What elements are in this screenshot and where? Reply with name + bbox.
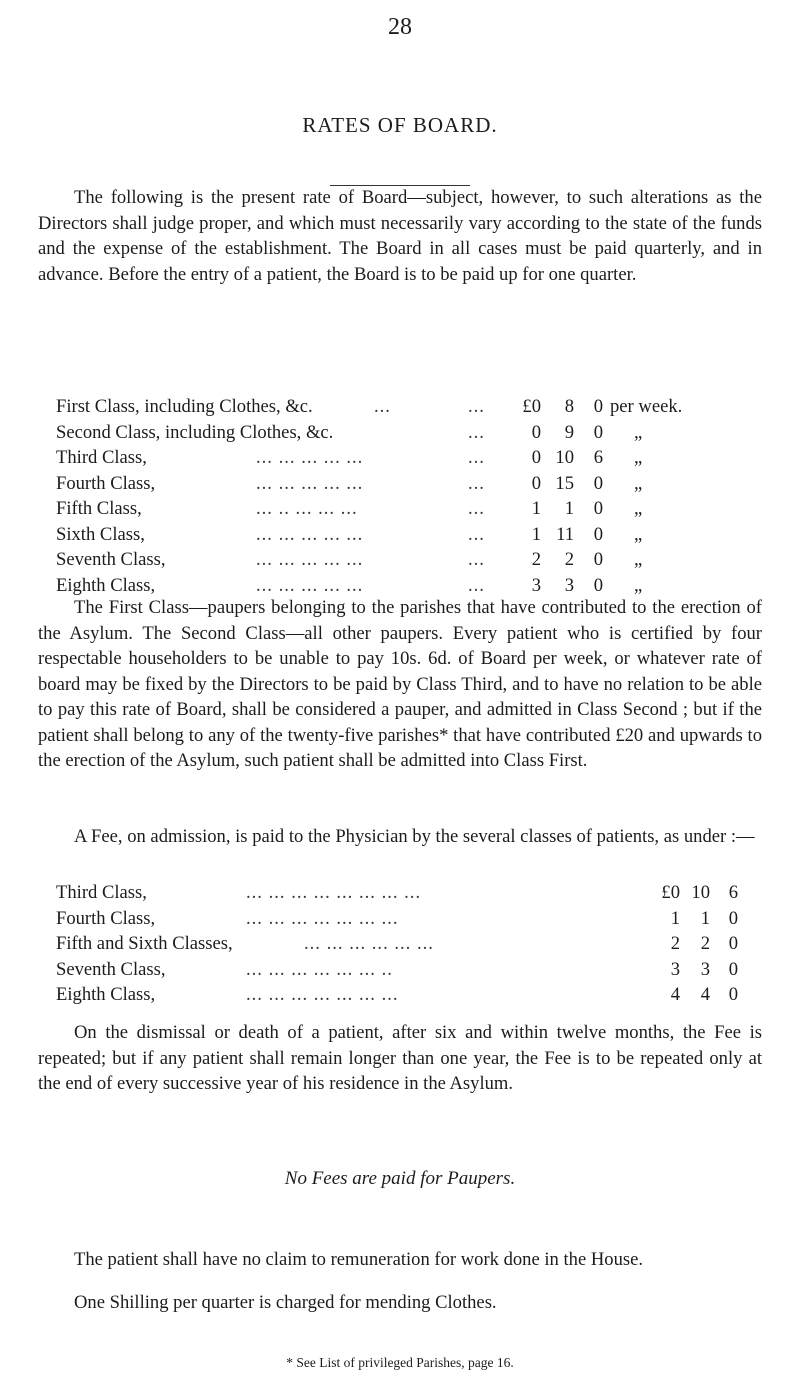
leader-dots: ... ... ... ... ... bbox=[256, 549, 364, 570]
no-fees-note: No Fees are paid for Paupers. bbox=[284, 1168, 516, 1189]
class-label: Fourth Class, bbox=[56, 472, 156, 494]
pounds-value: 4 bbox=[670, 984, 680, 1005]
shillings-value: 2 bbox=[700, 933, 710, 954]
board-rate-row bbox=[56, 394, 776, 420]
pence-value: 0 bbox=[728, 984, 738, 1005]
pounds-value: 1 bbox=[531, 498, 541, 519]
pence-value: 0 bbox=[593, 523, 603, 545]
shillings-value: 10 bbox=[691, 882, 710, 903]
pounds-value: 0 bbox=[531, 472, 541, 494]
pounds-value: £0 bbox=[522, 396, 541, 417]
leader-dots: ... ... ... ... ... ... .. bbox=[246, 958, 393, 980]
class-label: Third Class, bbox=[56, 882, 147, 903]
class-label: Fifth Class, bbox=[56, 498, 142, 519]
class-label: Seventh Class, bbox=[56, 958, 166, 980]
pence-value: 6 bbox=[593, 447, 603, 468]
admission-fee-row bbox=[56, 906, 746, 932]
class-label: Eighth Class, bbox=[56, 984, 156, 1005]
board-rate-row bbox=[56, 522, 776, 548]
pence-value: 0 bbox=[728, 958, 738, 980]
leader-dots: ... bbox=[468, 523, 485, 545]
mending-note: One Shilling per quarter is charged for mending Clothes. bbox=[74, 1292, 497, 1313]
board-rate-row bbox=[56, 471, 776, 497]
leader-dots: ... bbox=[468, 574, 485, 596]
pence-value: 0 bbox=[728, 907, 738, 929]
leader-dots: ... bbox=[468, 396, 485, 417]
pence-value: 0 bbox=[593, 472, 603, 494]
class-label: First Class, including Clothes, &c. bbox=[56, 396, 313, 417]
shillings-value: 9 bbox=[564, 421, 574, 443]
rate-unit: „ bbox=[634, 523, 643, 545]
pence-value: 0 bbox=[593, 396, 603, 417]
pounds-value: 3 bbox=[670, 958, 680, 980]
dismissal-paragraph: On the dismissal or death of a patient, after six and within twelve months, the Fee is repeated; but if any patient shall remain longer than one year, the Fee is to be repeated only at the end of every successive year of his residence in the Asylum. bbox=[38, 1022, 762, 1094]
admission-fee-row bbox=[56, 957, 746, 983]
admission-fees-table bbox=[56, 880, 746, 1008]
admission-fee-row bbox=[56, 982, 746, 1008]
leader-dots: ... bbox=[468, 447, 485, 468]
leader-dots: ... ... ... ... ... ... ... bbox=[246, 984, 399, 1005]
pounds-value: 0 bbox=[531, 421, 541, 443]
class-label: Fourth Class, bbox=[56, 907, 156, 929]
admission-fee-row bbox=[56, 931, 746, 957]
intro-paragraph: The following is the present rate of Board—subject, however, to such alterations as the Directors shall judge proper, and which must necessarily vary according to the state of the funds and the expense of the establishment. The Board in all cases must be paid quarterly, and in advance. Before the entry of a patient, the Board is to be paid up for one quarter. bbox=[38, 187, 762, 285]
leader-dots: ... ... ... ... ... bbox=[256, 523, 364, 545]
class-label: Sixth Class, bbox=[56, 523, 145, 545]
page-title: RATES OF BOARD. bbox=[302, 113, 498, 137]
board-rate-row bbox=[56, 445, 776, 471]
classes-paragraph: The First Class—paupers belonging to the parishes that have contributed to the erection of the Asylum. The Second Class—all other paupers. Every patient who is certified by four respectable householders to be unable to pay 10s. 6d. of Board per week, or whatever rate of board may be fixed by the Directors to be paid by Class Third, and to have no relation to be able to pay this rate of Board, shall be considered a pauper, and admitted in Class Second ; but if the patient shall belong to any of the twenty-five parishes* that have contributed £20 and upwards to the erection of the Asylum, such patient shall be admitted into Class First. bbox=[38, 597, 762, 771]
rate-unit: „ bbox=[634, 498, 643, 519]
pounds-value: 2 bbox=[670, 933, 680, 954]
leader-dots: ... bbox=[468, 421, 485, 443]
rate-unit: „ bbox=[634, 447, 643, 468]
rate-unit: „ bbox=[634, 421, 643, 443]
class-label: Third Class, bbox=[56, 447, 147, 468]
shillings-value: 15 bbox=[555, 472, 574, 494]
class-label: Eighth Class, bbox=[56, 574, 156, 596]
shillings-value: 10 bbox=[555, 447, 574, 468]
pence-value: 0 bbox=[593, 549, 603, 570]
admission-fee-row bbox=[56, 880, 746, 906]
pence-value: 0 bbox=[593, 574, 603, 596]
class-label: Seventh Class, bbox=[56, 549, 166, 570]
leader-dots: ... ... ... ... ... ... ... bbox=[246, 907, 399, 929]
board-rates-table bbox=[56, 394, 776, 598]
shillings-value: 1 bbox=[564, 498, 574, 519]
board-rate-row bbox=[56, 420, 776, 446]
leader-dots: ... bbox=[468, 472, 485, 494]
board-rate-row bbox=[56, 547, 776, 573]
board-rate-row bbox=[56, 496, 776, 522]
leader-dots: ... .. ... ... ... bbox=[256, 498, 358, 519]
remuneration-note: The patient shall have no claim to remuneration for work done in the House. bbox=[74, 1249, 644, 1270]
leader-dots: ... ... ... ... ... bbox=[256, 472, 364, 494]
shillings-value: 2 bbox=[564, 549, 574, 570]
pence-value: 0 bbox=[728, 933, 738, 954]
pounds-value: 1 bbox=[531, 523, 541, 545]
fee-intro-paragraph: A Fee, on admission, is paid to the Physician by the several classes of patients, as under :— bbox=[74, 826, 755, 847]
class-label: Fifth and Sixth Classes, bbox=[56, 933, 233, 954]
pounds-value: 3 bbox=[531, 574, 541, 596]
leader-dots: ... ... ... ... ... ... bbox=[304, 933, 434, 954]
page-number: 28 bbox=[388, 14, 412, 40]
leader-dots: ... bbox=[374, 396, 391, 417]
pounds-value: 0 bbox=[531, 447, 541, 468]
footnote: * See List of privileged Parishes, page 16. bbox=[286, 1355, 514, 1370]
rate-unit: per week. bbox=[610, 396, 683, 417]
leader-dots: ... bbox=[468, 498, 485, 519]
shillings-value: 8 bbox=[564, 396, 574, 417]
shillings-value: 3 bbox=[700, 958, 710, 980]
pence-value: 0 bbox=[593, 421, 603, 443]
pounds-value: 1 bbox=[670, 907, 680, 929]
shillings-value: 4 bbox=[700, 984, 710, 1005]
leader-dots: ... ... ... ... ... bbox=[256, 447, 364, 468]
pounds-value: £0 bbox=[661, 882, 680, 903]
shillings-value: 11 bbox=[556, 523, 574, 545]
pence-value: 0 bbox=[593, 498, 603, 519]
leader-dots: ... bbox=[468, 549, 485, 570]
pence-value: 6 bbox=[728, 882, 738, 903]
rate-unit: „ bbox=[634, 574, 643, 596]
rate-unit: „ bbox=[634, 472, 643, 494]
pounds-value: 2 bbox=[531, 549, 541, 570]
rate-unit: „ bbox=[634, 549, 643, 570]
shillings-value: 3 bbox=[564, 574, 574, 596]
leader-dots: ... ... ... ... ... bbox=[256, 574, 364, 596]
class-label: Second Class, including Clothes, &c. bbox=[56, 421, 334, 443]
shillings-value: 1 bbox=[700, 907, 710, 929]
leader-dots: ... ... ... ... ... ... ... ... bbox=[246, 882, 422, 903]
